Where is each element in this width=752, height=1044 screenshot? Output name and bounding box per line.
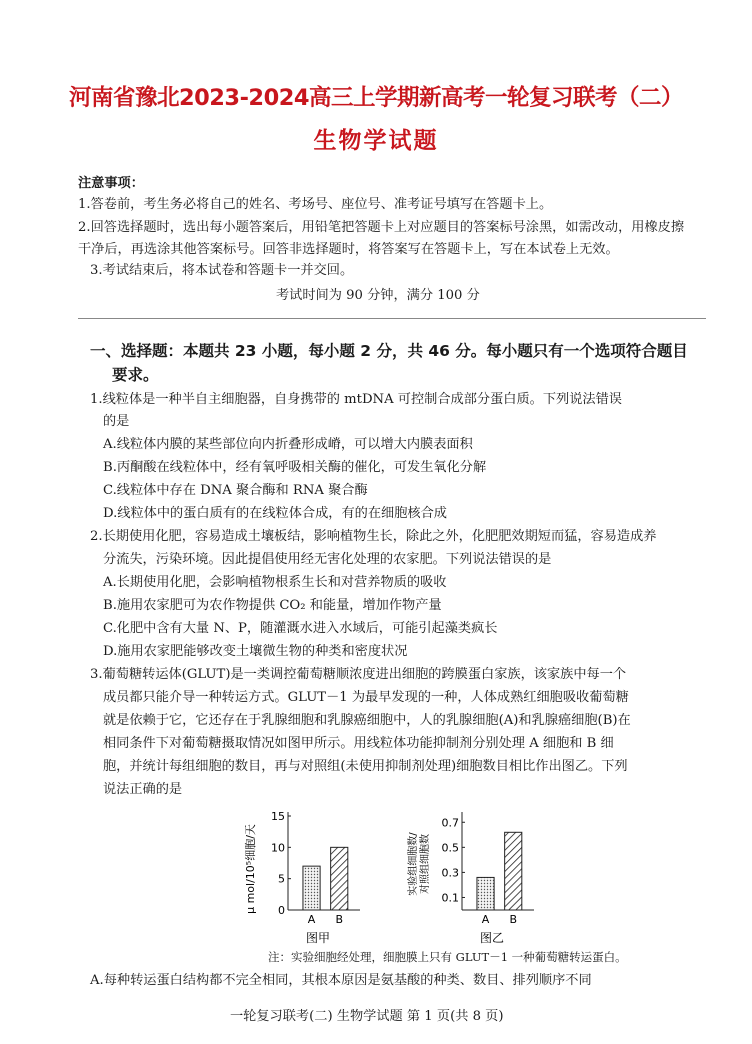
- chart1-ytick-label: 10: [271, 841, 285, 855]
- q3-stem: 3.葡萄糖转运体(GLUT)是一类调控葡萄糖顺浓度进出细胞的跨膜蛋白家族，该家族中每一个: [90, 667, 627, 682]
- q1-option-c: C.线粒体中存在 DNA 聚合酶和 RNA 聚合酶: [103, 483, 368, 498]
- chart1-ytick-label: 5: [278, 872, 285, 886]
- q3-stem-f: 说法正确的是: [103, 782, 183, 797]
- notice-item-2a: 2.回答选择题时，选出每小题答案后，用铅笔把答题卡上对应题目的答案标号涂黑，如需改动，用橡皮擦: [78, 220, 685, 235]
- subject-title: 生物学试题: [313, 128, 439, 154]
- page-footer: 一轮复习联考(二) 生物学试题 第 1 页(共 8 页): [230, 1009, 504, 1024]
- chart2-xtick-label: B: [509, 913, 518, 926]
- chart2-bar-b: [505, 832, 522, 910]
- chart2-ylabel-line1: 实验组细胞数/: [408, 832, 419, 896]
- q3-stem-d: 相同条件下对葡萄糖摄取情况如图甲所示。用线粒体功能抑制剂分别处理 A 细胞和 B 细: [103, 736, 614, 751]
- chart1-xtick-label: A: [307, 913, 316, 926]
- q3-stem-e: 胞，并统计每组细胞的数目，再与对照组(未使用抑制剂处理)细胞数目相比作出图乙。下列: [103, 759, 628, 774]
- q2-stem-cont: 分流失，污染环境。因此提倡使用经无害化处理的农家肥。下列说法错误的是: [103, 552, 552, 567]
- chart2-ytick-label: 0.1: [441, 891, 459, 905]
- notice-item-2b: 干净后，再选涂其他答案标号。回答非选择题时，将答案写在答题卡上，写在本试卷上无效。: [78, 242, 619, 257]
- q3-stem-b: 成员都只能介导一种转运方式。GLUT－1 为最早发现的一种，人体成熟红细胞吸收葡萄糖: [103, 690, 629, 705]
- chart1-ylabel: μ mol/10⁵细胞/天: [244, 824, 257, 914]
- exam-info: 考试时间为 90 分钟，满分 100 分: [276, 288, 480, 303]
- chart2-ylabel-line2: 对照组细胞数: [420, 834, 431, 894]
- q1-option-a: A.线粒体内膜的某些部位向内折叠形成嵴，可以增大内膜表面积: [103, 437, 473, 452]
- chart1-bar-b: [331, 847, 348, 910]
- q3-option-a: A.每种转运蛋白结构都不完全相同，其根本原因是氨基酸的种类、数目、排列顺序不同: [90, 973, 592, 988]
- chart2-bar-a: [477, 877, 494, 910]
- q1-stem-cont: 的是: [103, 414, 130, 429]
- chart1-ytick-label: 15: [271, 810, 285, 823]
- q3-stem-c: 就是依赖于它，它还存在于乳腺细胞和乳腺癌细胞中，人的乳腺细胞(A)和乳腺癌细胞(B)在: [103, 713, 631, 728]
- chart1-ytick-label: 0: [278, 904, 285, 917]
- notice-item-1: 1.答卷前，考生务必将自己的姓名、考场号、座位号、准考证号填写在答题卡上。: [78, 197, 553, 212]
- figure-note: 注：实验细胞经处理，细胞膜上只有 GLUT－1 一种葡萄糖转运蛋白。: [268, 950, 627, 964]
- divider: [78, 318, 706, 319]
- notice-heading: 注意事项：: [78, 176, 144, 191]
- q2-stem: 2.长期使用化肥，容易造成土壤板结，影响植物生长，除此之外，化肥肥效期短而猛，容易造成养: [90, 529, 657, 544]
- q2-option-d: D.施用农家肥能够改变土壤微生物的种类和密度状况: [103, 644, 408, 659]
- q1-stem: 1.线粒体是一种半自主细胞器，自身携带的 mtDNA 可控制合成部分蛋白质。下列说法错误: [90, 392, 622, 407]
- chart2-ytick-label: 0.5: [441, 841, 459, 855]
- q1-option-d: D.线粒体中的蛋白质有的在线粒体合成，有的在细胞核合成: [103, 506, 447, 521]
- exam-title: 河南省豫北2023-2024高三上学期新高考一轮复习联考（二）: [68, 85, 684, 111]
- q2-option-a: A.长期使用化肥，会影响植物根系生长和对营养物质的吸收: [103, 575, 447, 590]
- chart1-title: 图甲: [305, 931, 331, 944]
- notice-item-3: 3.考试结束后，将本试卷和答题卡一并交回。: [90, 263, 354, 278]
- q2-option-c: C.化肥中含有大量 N、P，随灌溉水进入水域后，可能引起藻类疯长: [103, 621, 498, 636]
- section-heading: 一、选择题：本题共 23 小题，每小题 2 分，共 46 分。每小题只有一个选项符合题目: [90, 342, 688, 360]
- chart1-bar-a: [303, 866, 320, 910]
- figure-jia-chart: [232, 804, 382, 944]
- section-heading-cont: 要求。: [112, 366, 159, 384]
- chart1-xtick-label: B: [335, 913, 344, 926]
- chart2-ytick-label: 0.7: [441, 816, 459, 830]
- q1-option-b: B.丙酮酸在线粒体中，经有氧呼吸相关酶的催化，可发生氧化分解: [103, 460, 487, 475]
- q2-option-b: B.施用农家肥可为农作物提供 CO₂ 和能量，增加作物产量: [103, 598, 442, 613]
- figure-yi-chart: [402, 804, 552, 944]
- chart2-xtick-label: A: [481, 913, 490, 926]
- chart2-ytick-label: 0.3: [441, 866, 459, 880]
- chart2-title: 图乙: [479, 931, 505, 944]
